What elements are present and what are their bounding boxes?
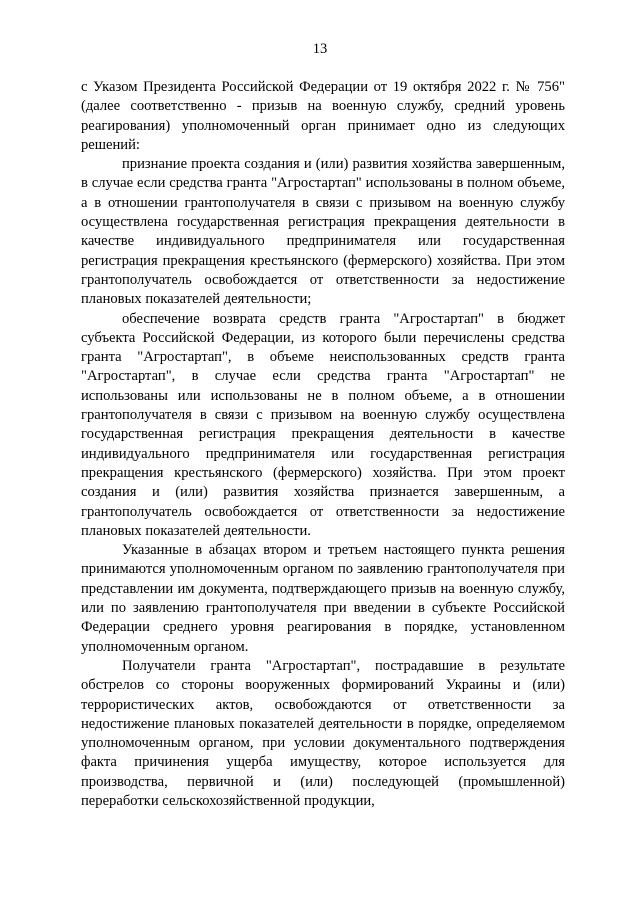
paragraph-decree-continuation: с Указом Президента Российской Федерации от 19 октября 2022 г. № 756" (далее соответственно - призыв на военную службу, средний уровень реагирования) уполномоченный орган принимает одно из следующих решений:	[81, 79, 565, 153]
paragraph-project-completed: признание проекта создания и (или) развития хозяйства завершенным, в случае если средства гранта "Агростартап" использованы в полном объеме, а в отношении грантополучателя в связи с призывом на военную службу осуществлена государственная регистрация прекращения деятельности в качестве индивидуального предпринимателя или государственная регистрация прекращения крестьянского (фермерского) хозяйства. При этом грантополучатель освобождается от ответственности за недостижение плановых показателей деятельности;	[81, 156, 565, 308]
paragraph-grant-refund: обеспечение возврата средств гранта "Агростартап" в бюджет субъекта Российской Федерации, из которого были перечислены средства гранта "Агростартап", в объеме неиспользованных средств гранта "Агростартап", в случае если средства гранта "Агростартап" не использованы или использованы не в полном объеме, а в отношении грантополучателя в связи с призывом на военную службу осуществлена государственная регистрация прекращения деятельности в качестве индивидуального предпринимателя или государственная регистрация прекращения крестьянского (фермерского) хозяйства. При этом проект создания и (или) развития хозяйства признается завершенным, а грантополучатель освобождается от ответственности за недостижение плановых показателей деятельности.	[81, 310, 565, 539]
paragraph-shelling-exemption: Получатели гранта "Агростартап", пострадавшие в результате обстрелов со стороны вооруженных формирований Украины и (или) террористических актов, освобождаются от ответственности за недостижение плановых показателей деятельности в порядке, определяемом уполномоченным органом, при условии документального подтверждения факта причинения ущерба имуществу, которое используется для производства, первичной и (или) последующей (промышленной) переработки сельскохозяйственной продукции,	[81, 657, 565, 809]
paragraph-decision-procedure: Указанные в абзацах втором и третьем настоящего пункта решения принимаются уполномоченным органом по заявлению грантополучателя при представлении им документа, подтверждающего призыв на военную службу, или по заявлению грантополучателя при введении в субъекте Российской Федерации среднего уровня реагирования в порядке, установленном уполномоченным органом.	[81, 542, 565, 655]
page-number: 13	[312, 41, 328, 57]
document-body	[81, 78, 565, 811]
